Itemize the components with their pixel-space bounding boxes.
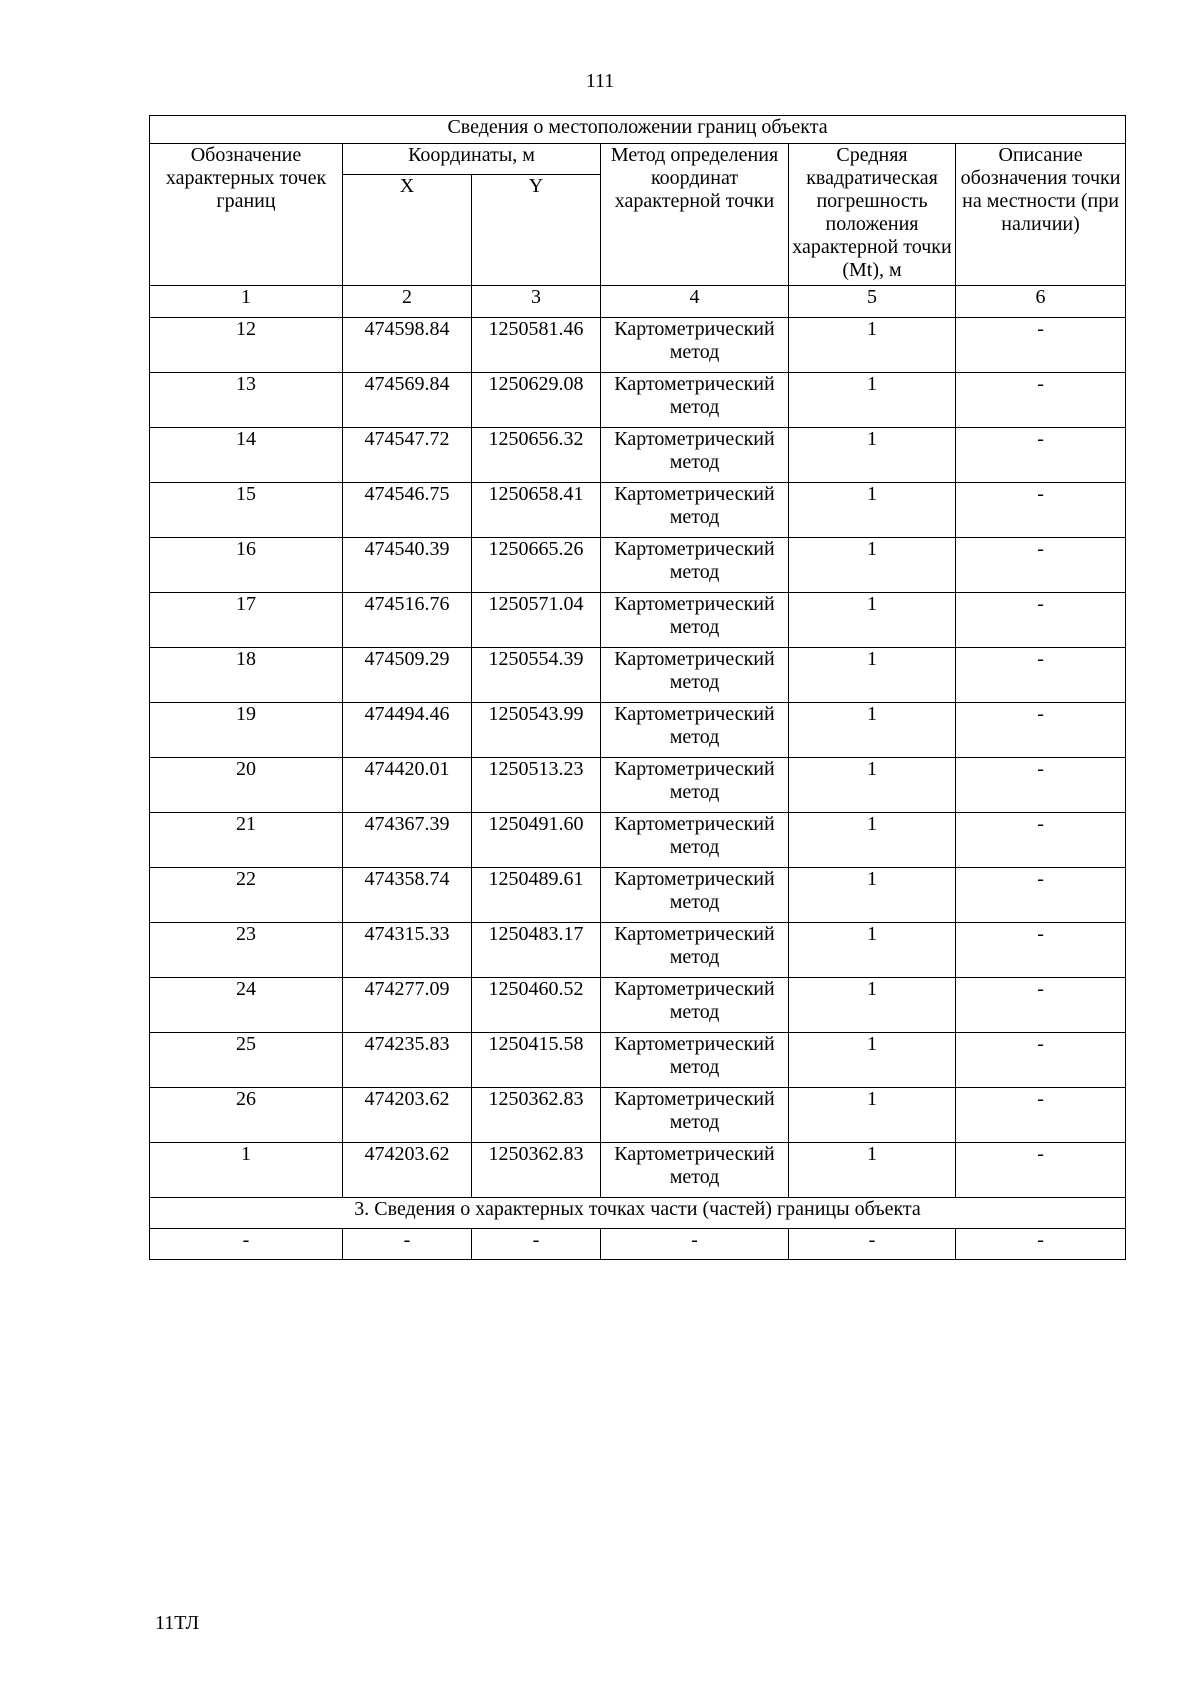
- description-cell: -: [956, 978, 1126, 1033]
- point-cell: 19: [150, 703, 343, 758]
- mt-cell: 1: [789, 1033, 956, 1088]
- description-cell: -: [956, 868, 1126, 923]
- x-cell: 474203.62: [343, 1143, 472, 1198]
- point-cell: 13: [150, 373, 343, 428]
- y-cell: 1250483.17: [472, 923, 601, 978]
- header-point-designation: Обозначение характерных точек границ: [150, 144, 343, 286]
- table-row: [150, 978, 1126, 1033]
- boundary-table: [149, 115, 1126, 1260]
- x-cell: 474546.75: [343, 483, 472, 538]
- header-y: Y: [472, 175, 601, 286]
- description-cell: -: [956, 1033, 1126, 1088]
- x-cell: 474420.01: [343, 758, 472, 813]
- description-cell: -: [956, 923, 1126, 978]
- x-cell: 474540.39: [343, 538, 472, 593]
- point-cell: 12: [150, 318, 343, 373]
- point-cell: 18: [150, 648, 343, 703]
- column-number-cell: 5: [789, 286, 956, 318]
- method-cell: Картометрический метод: [601, 318, 789, 373]
- y-cell: 1250362.83: [472, 1088, 601, 1143]
- mt-cell: 1: [789, 758, 956, 813]
- y-cell: 1250571.04: [472, 593, 601, 648]
- y-cell: 1250658.41: [472, 483, 601, 538]
- x-cell: 474358.74: [343, 868, 472, 923]
- point-cell: 25: [150, 1033, 343, 1088]
- description-cell: -: [956, 758, 1126, 813]
- method-cell: Картометрический метод: [601, 373, 789, 428]
- y-cell: 1250581.46: [472, 318, 601, 373]
- x-cell: 474516.76: [343, 593, 472, 648]
- mt-cell: 1: [789, 318, 956, 373]
- point-cell: 21: [150, 813, 343, 868]
- description-cell: -: [956, 648, 1126, 703]
- method-cell: Картометрический метод: [601, 813, 789, 868]
- y-cell: 1250665.26: [472, 538, 601, 593]
- y-cell: 1250460.52: [472, 978, 601, 1033]
- point-cell: 16: [150, 538, 343, 593]
- description-cell: -: [956, 593, 1126, 648]
- table-row: [150, 538, 1126, 593]
- point-cell: 22: [150, 868, 343, 923]
- section3-cell: -: [150, 1229, 343, 1260]
- y-cell: 1250554.39: [472, 648, 601, 703]
- mt-cell: 1: [789, 1143, 956, 1198]
- column-number-cell: 1: [150, 286, 343, 318]
- column-number-cell: 6: [956, 286, 1126, 318]
- section3-cell: -: [789, 1229, 956, 1260]
- mt-cell: 1: [789, 483, 956, 538]
- description-cell: -: [956, 373, 1126, 428]
- y-cell: 1250629.08: [472, 373, 601, 428]
- point-cell: 24: [150, 978, 343, 1033]
- section3-row: [150, 1229, 1126, 1260]
- section3-cell: -: [472, 1229, 601, 1260]
- footer-code: 11ТЛ: [155, 1612, 200, 1634]
- point-cell: 23: [150, 923, 343, 978]
- mt-cell: 1: [789, 1088, 956, 1143]
- section3-title: 3. Сведения о характерных точках части (частей) границы объекта: [150, 1198, 1126, 1229]
- description-cell: -: [956, 318, 1126, 373]
- description-cell: -: [956, 428, 1126, 483]
- section3-title-row: [150, 1198, 1126, 1229]
- point-cell: 20: [150, 758, 343, 813]
- method-cell: Картометрический метод: [601, 1088, 789, 1143]
- mt-cell: 1: [789, 703, 956, 758]
- column-number-cell: 3: [472, 286, 601, 318]
- point-cell: 26: [150, 1088, 343, 1143]
- table-row: [150, 1143, 1126, 1198]
- y-cell: 1250513.23: [472, 758, 601, 813]
- y-cell: 1250656.32: [472, 428, 601, 483]
- section3-cell: -: [343, 1229, 472, 1260]
- table-row: [150, 428, 1126, 483]
- method-cell: Картометрический метод: [601, 428, 789, 483]
- page-number: 111: [585, 70, 615, 92]
- point-cell: 1: [150, 1143, 343, 1198]
- method-cell: Картометрический метод: [601, 648, 789, 703]
- mt-cell: 1: [789, 868, 956, 923]
- x-cell: 474547.72: [343, 428, 472, 483]
- table-row: [150, 318, 1126, 373]
- point-cell: 14: [150, 428, 343, 483]
- mt-cell: 1: [789, 923, 956, 978]
- header-x: X: [343, 175, 472, 286]
- method-cell: Картометрический метод: [601, 1033, 789, 1088]
- y-cell: 1250362.83: [472, 1143, 601, 1198]
- table-row: [150, 483, 1126, 538]
- mt-cell: 1: [789, 593, 956, 648]
- x-cell: 474235.83: [343, 1033, 472, 1088]
- header-method: Метод определения координат характерной точки: [601, 144, 789, 286]
- point-cell: 15: [150, 483, 343, 538]
- x-cell: 474203.62: [343, 1088, 472, 1143]
- x-cell: 474569.84: [343, 373, 472, 428]
- mt-cell: 1: [789, 373, 956, 428]
- x-cell: 474509.29: [343, 648, 472, 703]
- x-cell: 474367.39: [343, 813, 472, 868]
- method-cell: Картометрический метод: [601, 923, 789, 978]
- description-cell: -: [956, 703, 1126, 758]
- table-title-row: [150, 116, 1126, 144]
- mt-cell: 1: [789, 978, 956, 1033]
- description-cell: -: [956, 813, 1126, 868]
- header-coordinates: Координаты, м: [343, 144, 601, 175]
- section3-cell: -: [601, 1229, 789, 1260]
- mt-cell: 1: [789, 648, 956, 703]
- description-cell: -: [956, 483, 1126, 538]
- y-cell: 1250491.60: [472, 813, 601, 868]
- description-cell: -: [956, 1088, 1126, 1143]
- table-row: [150, 758, 1126, 813]
- table-row: [150, 1033, 1126, 1088]
- description-cell: -: [956, 1143, 1126, 1198]
- point-cell: 17: [150, 593, 343, 648]
- mt-cell: 1: [789, 813, 956, 868]
- column-number-cell: 2: [343, 286, 472, 318]
- method-cell: Картометрический метод: [601, 978, 789, 1033]
- method-cell: Картометрический метод: [601, 1143, 789, 1198]
- x-cell: 474494.46: [343, 703, 472, 758]
- column-number-cell: 4: [601, 286, 789, 318]
- method-cell: Картометрический метод: [601, 703, 789, 758]
- table-row: [150, 373, 1126, 428]
- description-cell: -: [956, 538, 1126, 593]
- y-cell: 1250543.99: [472, 703, 601, 758]
- table-row: [150, 813, 1126, 868]
- method-cell: Картометрический метод: [601, 483, 789, 538]
- y-cell: 1250415.58: [472, 1033, 601, 1088]
- mt-cell: 1: [789, 428, 956, 483]
- method-cell: Картометрический метод: [601, 593, 789, 648]
- method-cell: Картометрический метод: [601, 758, 789, 813]
- x-cell: 474315.33: [343, 923, 472, 978]
- table-row: [150, 703, 1126, 758]
- header-mean-error: Средняя квадратическая погрешность положения характерной точки (Mt), м: [789, 144, 956, 286]
- y-cell: 1250489.61: [472, 868, 601, 923]
- x-cell: 474598.84: [343, 318, 472, 373]
- column-number-row: [150, 286, 1126, 318]
- table-row: [150, 923, 1126, 978]
- table-title: Сведения о местоположении границ объекта: [150, 116, 1126, 144]
- x-cell: 474277.09: [343, 978, 472, 1033]
- header-description: Описание обозначения точки на местности (при наличии): [956, 144, 1126, 286]
- table-row: [150, 593, 1126, 648]
- table-row: [150, 868, 1126, 923]
- mt-cell: 1: [789, 538, 956, 593]
- header-row-1: [150, 144, 1126, 175]
- table-row: [150, 1088, 1126, 1143]
- section3-cell: -: [956, 1229, 1126, 1260]
- method-cell: Картометрический метод: [601, 538, 789, 593]
- method-cell: Картометрический метод: [601, 868, 789, 923]
- table-row: [150, 648, 1126, 703]
